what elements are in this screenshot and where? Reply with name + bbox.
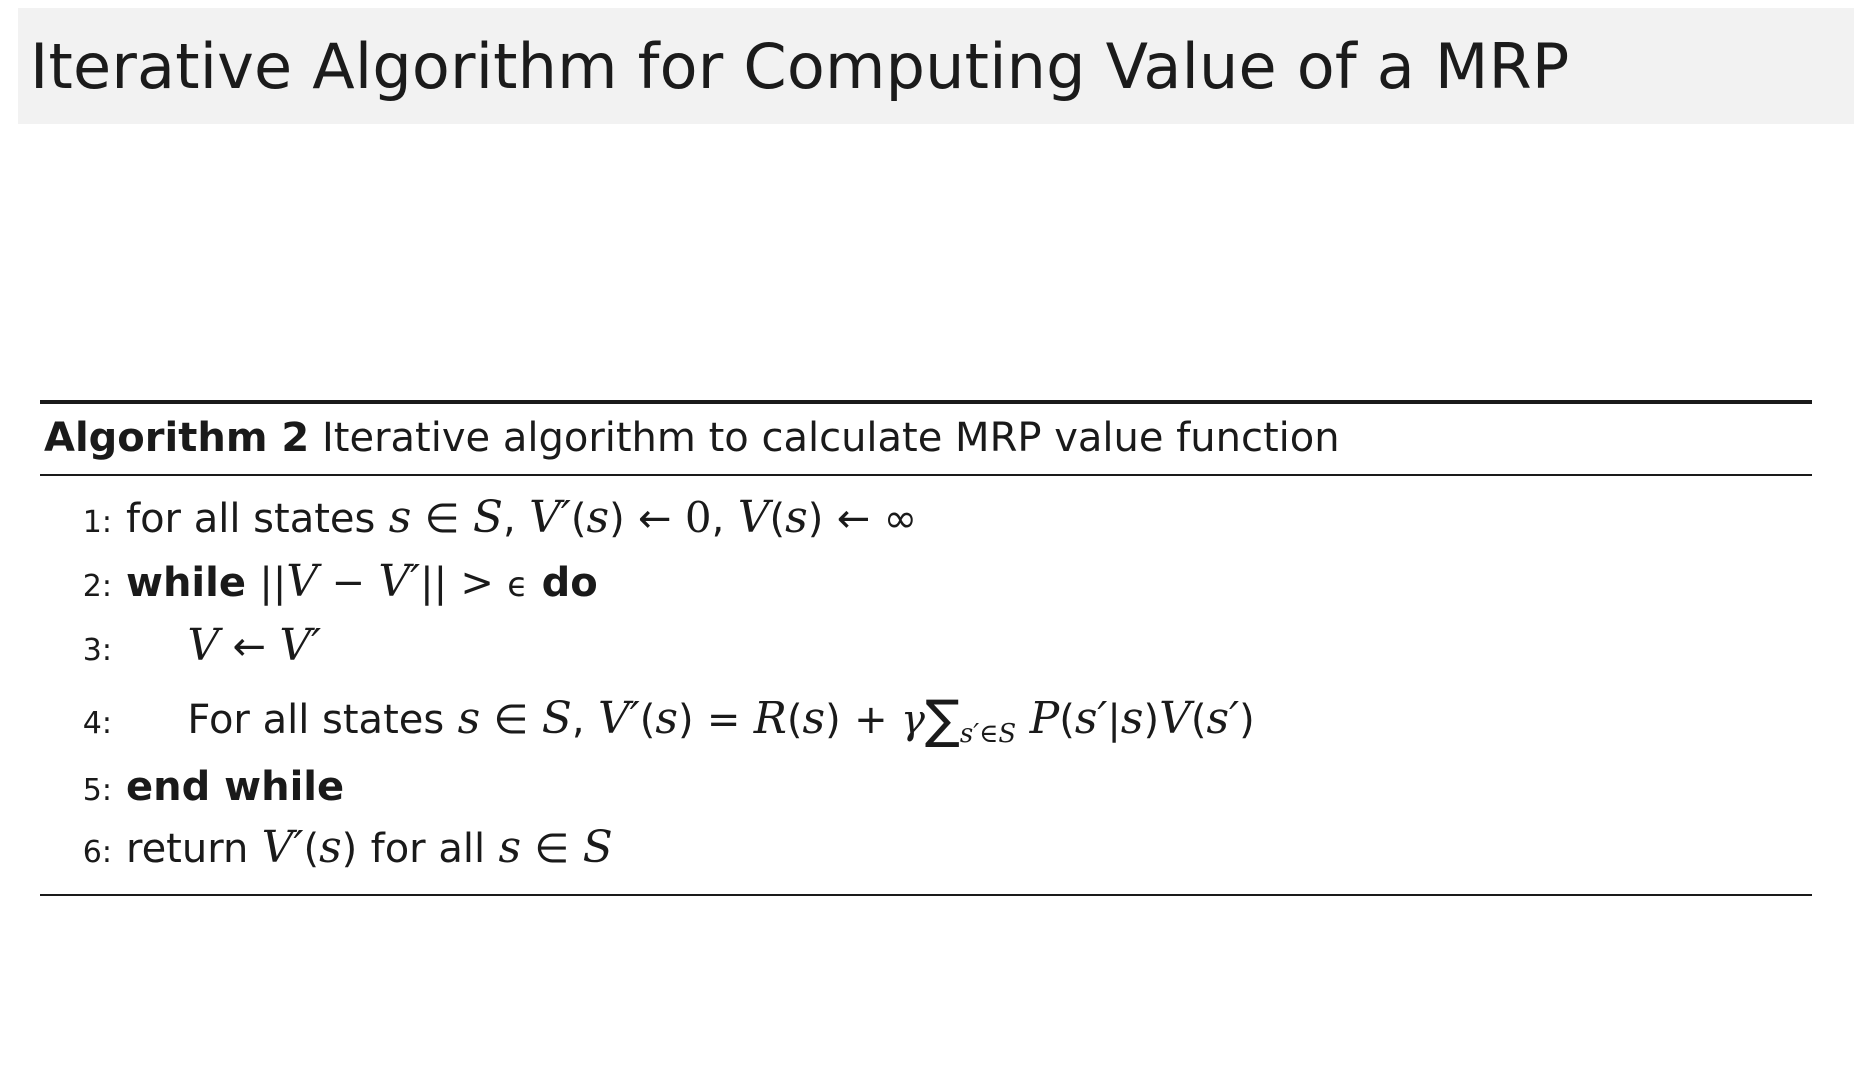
algorithm-line	[40, 614, 1812, 678]
algorithm-lines	[40, 476, 1812, 880]
algorithm-line	[40, 816, 1812, 880]
line-content: end while	[126, 763, 345, 810]
line-number: 6:	[82, 835, 112, 870]
algorithm-caption	[40, 404, 1812, 474]
page-title: Iterative Algorithm for Computing Value of a MRP	[30, 29, 1570, 103]
algorithm-line	[40, 679, 1812, 755]
line-content: while ||V − V′|| > ϵ do	[126, 556, 598, 608]
algorithm-bottom-rule	[40, 894, 1812, 896]
algorithm-block	[40, 400, 1812, 896]
line-number: 4:	[82, 705, 112, 741]
line-content: For all states s ∈ S, $V'(s) = R(s) + \gamma\sum_{s'\in S}$ P(s′|s)V(s′)	[187, 689, 1255, 750]
slide-title-bar	[18, 8, 1854, 124]
line-number: 3:	[82, 633, 112, 669]
algorithm-caption-text: Iterative algorithm to calculate MRP value function	[321, 415, 1340, 461]
algorithm-line	[40, 550, 1812, 614]
algorithm-line	[40, 486, 1812, 550]
line-content: for all states s ∈ S, V′(s) ← 0, V(s) ← ∞	[126, 492, 917, 543]
line-number: 1:	[82, 505, 112, 540]
line-content: V ← V′	[187, 620, 322, 672]
line-number: 5:	[82, 772, 112, 808]
line-content: return V′(s) for all s ∈ S	[126, 822, 613, 873]
algorithm-line	[40, 755, 1812, 816]
algorithm-caption-label: Algorithm 2	[44, 415, 310, 461]
line-number: 2:	[82, 569, 112, 605]
